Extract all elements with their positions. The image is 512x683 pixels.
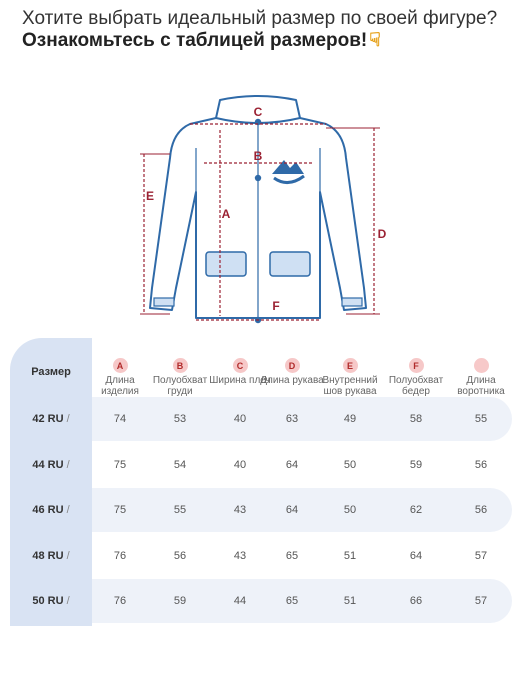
table-cell: 54 [173, 459, 187, 471]
table-cell: 56 [474, 459, 488, 471]
col-head-sleeve [259, 358, 325, 386]
badge-c: C [233, 358, 248, 373]
table-cell: 75 [113, 504, 127, 516]
col-label: Ширина плеч [209, 375, 271, 386]
table-cell: 65 [285, 595, 299, 607]
table-cell: 74 [113, 413, 127, 425]
left-pocket [206, 252, 246, 276]
label-e: E [145, 189, 155, 203]
table-cell: 59 [409, 459, 423, 471]
right-pocket [270, 252, 310, 276]
col-head-hips [383, 358, 449, 397]
table-cell: 51 [343, 595, 357, 607]
badge-d: D [285, 358, 300, 373]
col-head-chest [147, 358, 213, 397]
table-cell: 62 [409, 504, 423, 516]
col-head-length [87, 358, 153, 397]
table-cell: 40 [233, 459, 247, 471]
col-label: Длина воротника [457, 375, 505, 397]
size-table [10, 338, 512, 628]
table-cell: 55 [173, 504, 187, 516]
size-label: 46 RU / [32, 504, 70, 516]
table-cell: 53 [173, 413, 187, 425]
table-cell: 43 [233, 550, 247, 562]
label-b: B [253, 149, 263, 163]
table-cell: 56 [173, 550, 187, 562]
col-label: Длина рукава [260, 375, 324, 386]
table-cell: 64 [409, 550, 423, 562]
table-cell: 64 [285, 459, 299, 471]
table-cell: 66 [409, 595, 423, 607]
label-a: A [221, 207, 231, 221]
badge-e: E [343, 358, 358, 373]
size-label: 48 RU / [32, 550, 70, 562]
label-c: C [253, 105, 263, 119]
table-cell: 57 [474, 595, 488, 607]
headline [22, 8, 502, 52]
col-head-inseam [317, 358, 383, 397]
headline-cta [22, 30, 502, 52]
size-label: 50 RU / [32, 595, 70, 607]
table-cell: 56 [474, 504, 488, 516]
size-label: 42 RU / [32, 413, 70, 425]
table-cell: 40 [233, 413, 247, 425]
col-head-collar [448, 358, 512, 397]
table-cell: 76 [113, 550, 127, 562]
table-cell: 49 [343, 413, 357, 425]
table-cell: 64 [285, 504, 299, 516]
col-label: Полуобхват бедер [388, 375, 444, 397]
headline-cta-text: Ознакомьтесь с таблицей размеров! [22, 30, 368, 51]
table-cell: 51 [343, 550, 357, 562]
table-cell: 63 [285, 413, 299, 425]
badge-f: F [409, 358, 424, 373]
size-label: 44 RU / [32, 459, 70, 471]
badge-collar [474, 358, 489, 373]
col-label: Длина изделия [101, 375, 139, 397]
table-cell: 43 [233, 504, 247, 516]
badge-b: B [173, 358, 188, 373]
table-cell: 65 [285, 550, 299, 562]
headline-question: Хотите выбрать идеальный размер по своей фигуре? [22, 8, 498, 29]
size-header: Размер [31, 366, 71, 378]
col-label: Полуобхват груди [152, 375, 208, 397]
table-cell: 44 [233, 595, 247, 607]
pointing-down-hand-icon: ☟ [369, 30, 381, 51]
col-label: Внутренний шов рукава [322, 375, 378, 397]
table-cell: 75 [113, 459, 127, 471]
jacket-diagram [0, 88, 512, 338]
label-d: D [377, 227, 387, 241]
table-cell: 50 [343, 504, 357, 516]
table-cell: 50 [343, 459, 357, 471]
badge-a: A [113, 358, 128, 373]
table-cell: 58 [409, 413, 423, 425]
label-f: F [272, 299, 280, 313]
table-cell: 59 [173, 595, 187, 607]
table-cell: 76 [113, 595, 127, 607]
table-cell: 55 [474, 413, 488, 425]
table-cell: 57 [474, 550, 488, 562]
